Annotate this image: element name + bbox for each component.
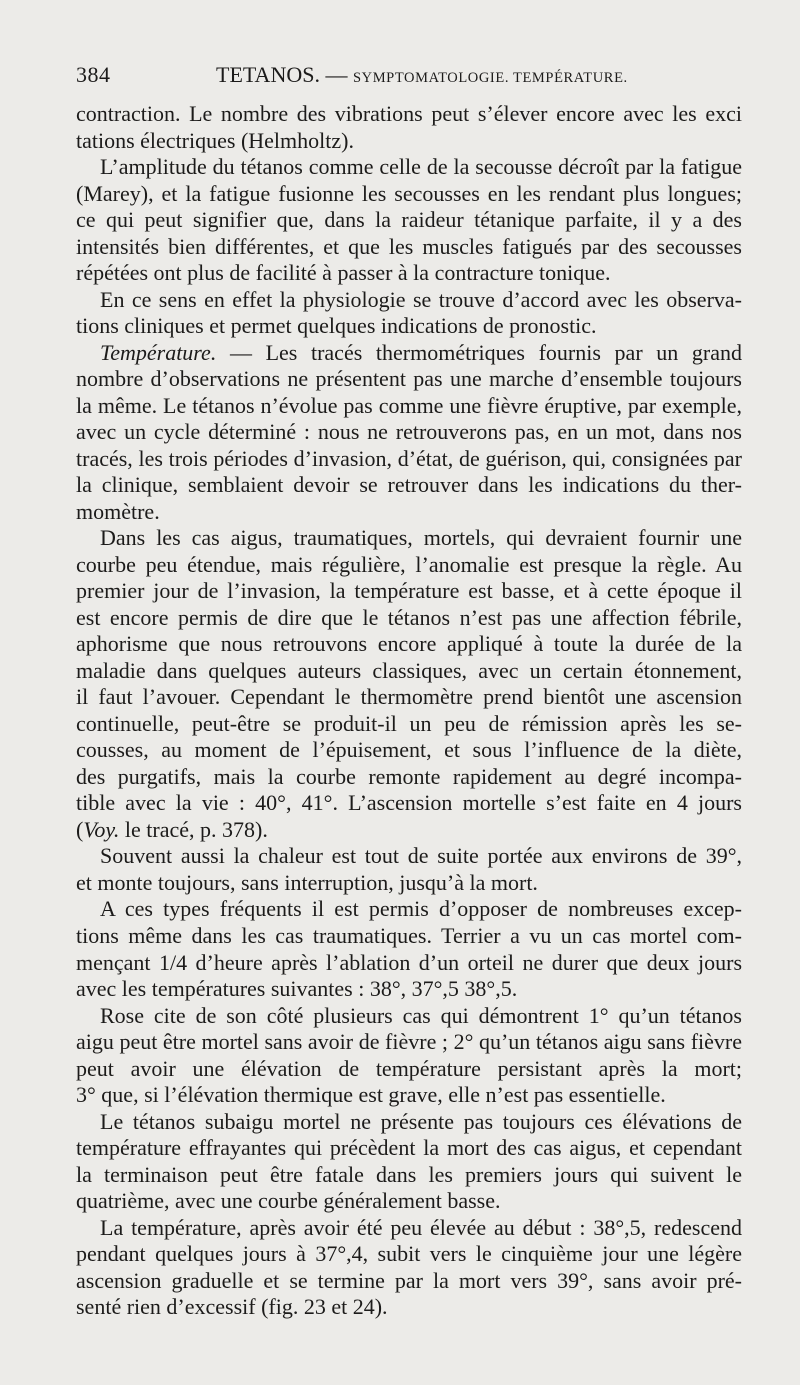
page-header xyxy=(76,62,738,96)
text-line: quatrième, avec une courbe généralement basse. xyxy=(76,1188,501,1214)
text-line: il faut l’avouer. Cependant le thermomètre prend bientôt une ascension xyxy=(76,684,742,710)
text-line: ce qui peut signifier que, dans la raideur tétanique parfaite, il y a des xyxy=(76,207,742,233)
running-head xyxy=(216,62,628,88)
text-line: intensités bien différentes, et que les muscles fatigués par des secousses xyxy=(76,233,742,259)
text-line: tible avec la vie : 40°, 41°. L’ascension mortelle s’est faite en 4 jours xyxy=(76,790,742,816)
text-line: la terminaison peut être fatale dans les premiers jours qui suivent le xyxy=(76,1161,742,1187)
text-line: Rose cite de son côté plusieurs cas qui démontrent 1° qu’un tétanos xyxy=(100,1002,742,1028)
text-line: mençant 1/4 d’heure après l’ablation d’un orteil ne durer que deux jours xyxy=(76,949,742,975)
text-line: et monte toujours, sans interruption, jusqu’à la mort. xyxy=(76,869,538,895)
text-line: Température. — Les tracés thermométriques fournis par un grand xyxy=(100,339,742,365)
text-line: A ces types fréquents il est permis d’opposer de nombreuses excep- xyxy=(100,896,742,922)
text-line: répétées ont plus de facilité à passer à la contracture tonique. xyxy=(76,260,611,286)
running-head-dash: — xyxy=(325,62,348,87)
text-line: tions cliniques et permet quelques indications de pronostic. xyxy=(76,313,597,339)
text-line: premier jour de l’invasion, la température est basse, et à cette époque il xyxy=(76,578,742,604)
text-line: la même. Le tétanos n’évolue pas comme une fièvre éruptive, par exemple, xyxy=(76,392,742,418)
text-line: cousses, au moment de l’épuisement, et sous l’influence de la diète, xyxy=(76,737,742,763)
text-line: La température, après avoir été peu élevée au début : 38°,5, redescend xyxy=(100,1214,742,1240)
text-line: Le tétanos subaigu mortel ne présente pas toujours ces élévations de xyxy=(100,1108,742,1134)
text-line: continuelle, peut-être se produit-il un peu de rémission après les se- xyxy=(76,710,742,736)
text-line: ascension graduelle et se termine par la mort vers 39°, sans avoir pré- xyxy=(76,1267,742,1293)
page-number: 384 xyxy=(76,62,111,87)
text-line: tations électriques (Helmholtz). xyxy=(76,127,354,153)
text-line: Dans les cas aigus, traumatiques, mortels, qui devraient fournir une xyxy=(100,525,742,551)
text-line: maladie dans quelques auteurs classiques, avec un certain étonnement, xyxy=(76,657,742,683)
text-line: Souvent aussi la chaleur est tout de suite portée aux environs de 39°, xyxy=(100,843,742,869)
body-text xyxy=(76,101,742,1321)
text-line: tions même dans les cas traumatiques. Terrier a vu un cas mortel com- xyxy=(76,922,742,948)
text-line: contraction. Le nombre des vibrations peut s’élever encore avec les exci xyxy=(76,101,742,126)
text-line: la clinique, semblaient devoir se retrouver dans les indications du ther- xyxy=(76,472,742,498)
text-line: nombre d’observations ne présentent pas une marche d’ensemble toujours xyxy=(76,366,742,392)
text-line: température effrayantes qui précèdent la mort des cas aigus, et cependant xyxy=(76,1135,742,1161)
running-head-subtitle: SYMPTOMATOLOGIE. TEMPÉRATURE. xyxy=(352,70,628,86)
text-line: courbe peu étendue, mais régulière, l’anomalie est presque la règle. Au xyxy=(76,551,742,577)
text-line: momètre. xyxy=(76,498,160,524)
text-line: avec un cycle déterminé : nous ne retrouverons pas, en un mot, dans nos xyxy=(76,419,742,445)
text-line: (Voy. le tracé, p. 378). xyxy=(76,816,268,842)
text-line: senté rien d’excessif (fig. 23 et 24). xyxy=(76,1294,388,1320)
text-line: aigu peut être mortel sans avoir de fièvre ; 2° qu’un tétanos aigu sans fièvre xyxy=(76,1029,742,1055)
text-line: peut avoir une élévation de température persistant après la mort; xyxy=(76,1055,742,1081)
text-line: 3° que, si l’élévation thermique est grave, elle n’est pas essentielle. xyxy=(76,1082,666,1108)
text-line: aphorisme que nous retrouvons encore appliqué à toute la durée de la xyxy=(76,631,742,657)
text-line: pendant quelques jours à 37°,4, subit vers le cinquième jour une légère xyxy=(76,1241,742,1267)
text-line: tracés, les trois périodes d’invasion, d’état, de guérison, qui, consignées par xyxy=(76,445,742,471)
text-line: des purgatifs, mais la courbe remonte rapidement au degré incompa- xyxy=(76,763,742,789)
text-line: (Marey), et la fatigue fusionne les secousses en les rendant plus longues; xyxy=(76,180,742,206)
running-head-title: TETANOS. xyxy=(216,62,320,87)
text-line: En ce sens en effet la physiologie se trouve d’accord avec les observa- xyxy=(100,286,742,312)
text-line: L’amplitude du tétanos comme celle de la secousse décroît par la fatigue xyxy=(100,154,742,180)
text-line: avec les températures suivantes : 38°, 37°,5 38°,5. xyxy=(76,976,518,1002)
text-line: est encore permis de dire que le tétanos n’est pas une affection fébrile, xyxy=(76,604,742,630)
